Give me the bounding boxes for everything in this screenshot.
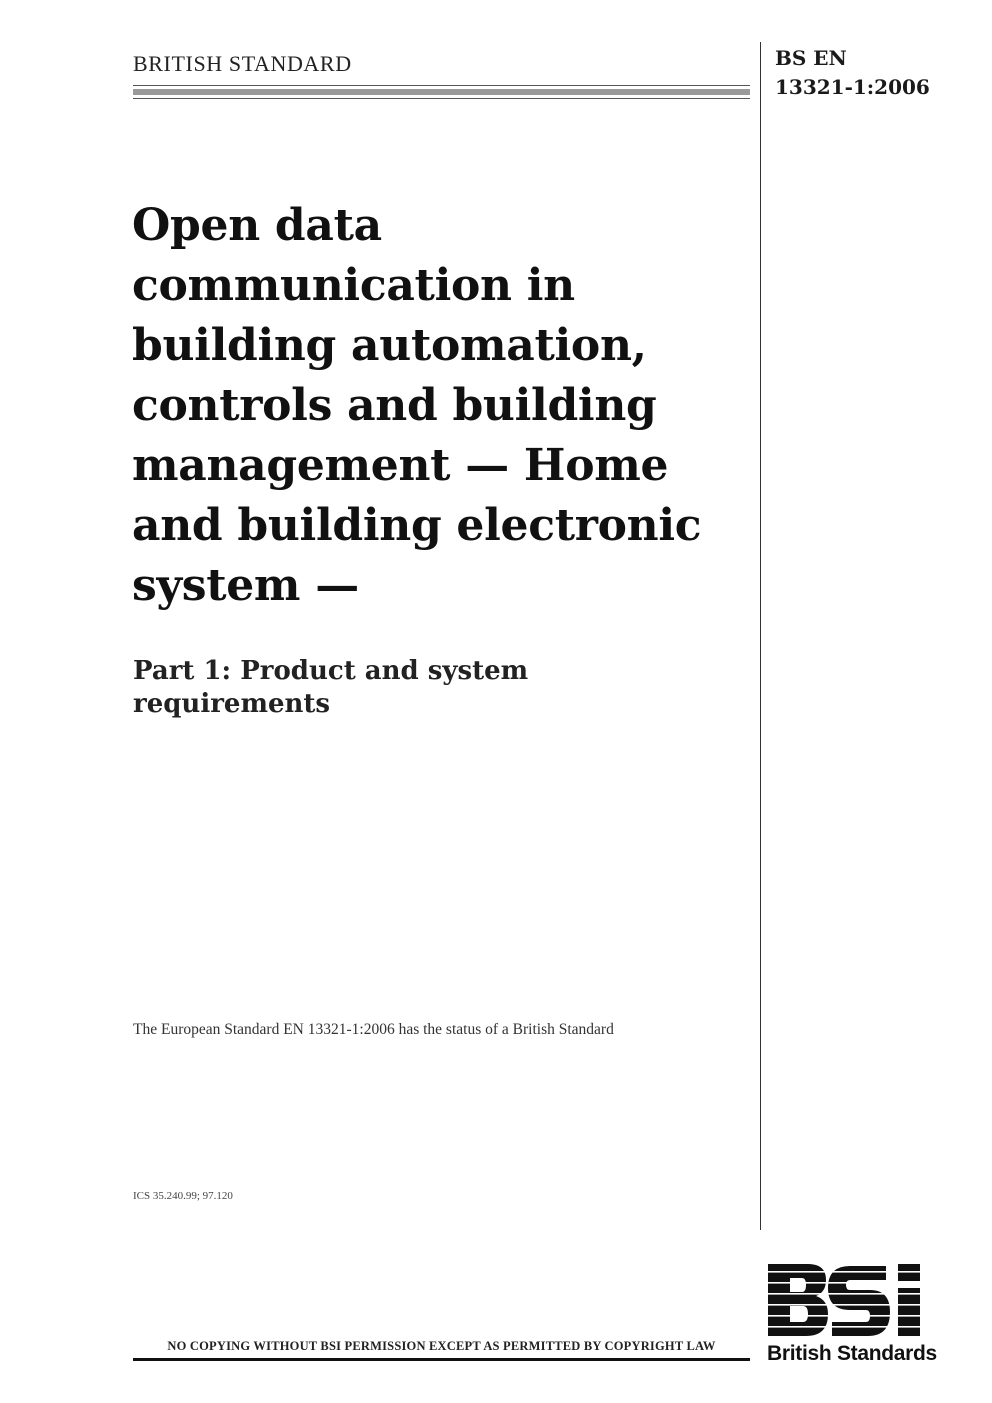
document-title: Open data communication in building automation, controls and building management — Home and building electronic system —	[132, 200, 702, 611]
status-statement: The European Standard EN 13321-1:2006 has the status of a British Standard	[133, 1021, 614, 1038]
document-subtitle: Part 1: Product and system requirements	[133, 656, 529, 719]
header-rule-bottom	[133, 98, 750, 99]
standard-number-line-1: BS EN	[775, 46, 847, 70]
header-rule-thick	[133, 89, 750, 95]
ics-codes: ICS 35.240.99; 97.120	[133, 1190, 233, 1202]
standard-number-line-2: 13321-1:2006	[775, 75, 930, 99]
header-rule-top	[133, 85, 750, 86]
standard-number	[775, 44, 930, 102]
document-series-label: BRITISH STANDARD	[133, 51, 352, 76]
bsi-logo-mark	[766, 1262, 946, 1340]
column-divider	[760, 42, 761, 1230]
copyright-notice: NO COPYING WITHOUT BSI PERMISSION EXCEPT AS PERMITTED BY COPYRIGHT LAW	[167, 1339, 716, 1353]
bsi-logo-caption: British Standards	[767, 1342, 937, 1365]
footer-rule	[133, 1358, 750, 1361]
